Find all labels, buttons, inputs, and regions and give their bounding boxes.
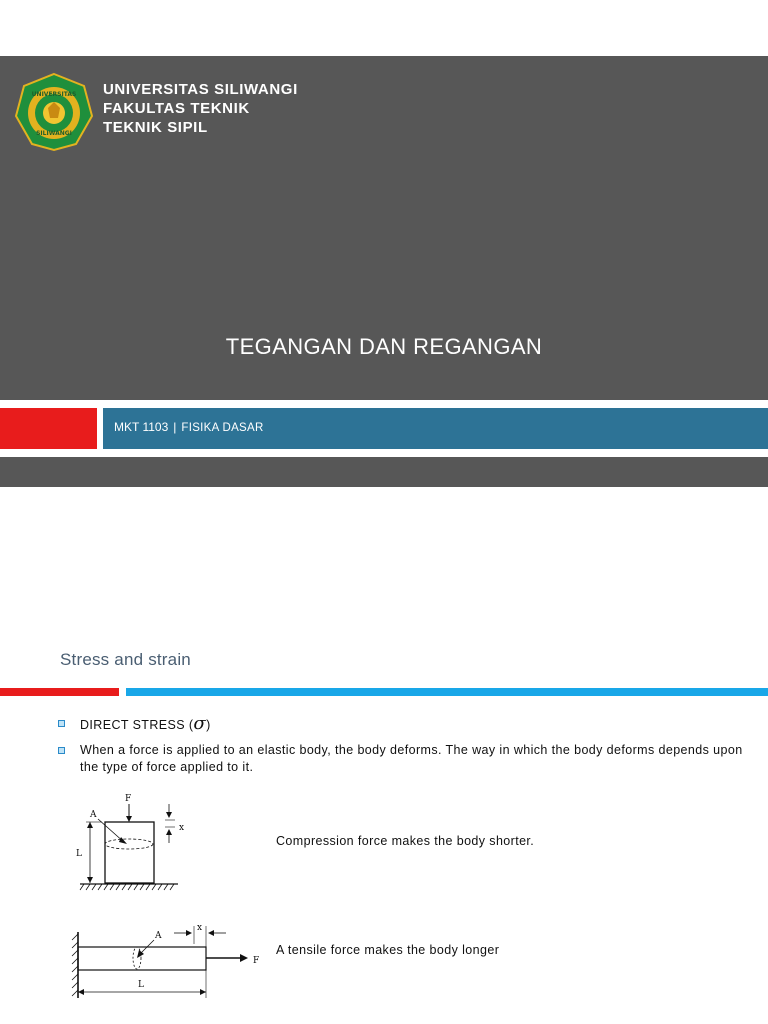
logo-ring-bottom: SILIWANGI bbox=[36, 130, 72, 137]
bullet-square-icon bbox=[58, 747, 65, 754]
bullet-direct-stress bbox=[58, 715, 748, 734]
logo-ring-top: UNIVERSITAS bbox=[31, 91, 77, 98]
length-label: L bbox=[138, 980, 144, 990]
tension-diagram bbox=[66, 920, 272, 1002]
change-label: x bbox=[179, 823, 184, 833]
section-divider-red bbox=[0, 688, 119, 696]
course-label bbox=[114, 420, 264, 434]
institution-line-faculty: FAKULTAS TEKNIK bbox=[103, 100, 250, 117]
area-label: A bbox=[90, 810, 97, 820]
tension-caption: A tensile force makes the body longer bbox=[276, 943, 500, 957]
accent-red-block bbox=[0, 408, 97, 449]
area-label: A bbox=[155, 931, 162, 941]
section-divider-blue bbox=[126, 688, 768, 696]
force-label: F bbox=[253, 956, 260, 966]
university-logo-icon bbox=[14, 72, 94, 152]
course-code: MKT 1103 bbox=[114, 420, 169, 434]
institution-line-department: TEKNIK SIPIL bbox=[103, 119, 208, 136]
bullet-tail: ) bbox=[206, 718, 211, 732]
institution-block bbox=[103, 80, 298, 137]
bullet-square-icon bbox=[58, 720, 65, 727]
course-separator: | bbox=[173, 420, 177, 434]
bullet-text: When a force is applied to an elastic body, the body deforms. The way in which the body deforms depends upon the type of force applied to it. bbox=[80, 743, 743, 774]
change-label: x bbox=[197, 923, 203, 933]
bullet-text: DIRECT STRESS ( bbox=[80, 718, 194, 732]
compression-caption: Compression force makes the body shorter. bbox=[276, 834, 535, 848]
section-title: Stress and strain bbox=[60, 650, 191, 669]
slide-title: TEGANGAN DAN REGANGAN bbox=[225, 334, 543, 359]
institution-line-university: UNIVERSITAS SILIWANGI bbox=[103, 81, 298, 98]
course-name: FISIKA DASAR bbox=[181, 422, 264, 434]
title-slide bbox=[0, 56, 768, 487]
bullet-force-deforms bbox=[58, 742, 748, 776]
length-label: L bbox=[76, 849, 82, 859]
force-label: F bbox=[125, 794, 132, 804]
sigma-symbol: σ bbox=[193, 713, 207, 734]
compression-diagram bbox=[72, 788, 184, 896]
course-bar bbox=[103, 408, 768, 449]
